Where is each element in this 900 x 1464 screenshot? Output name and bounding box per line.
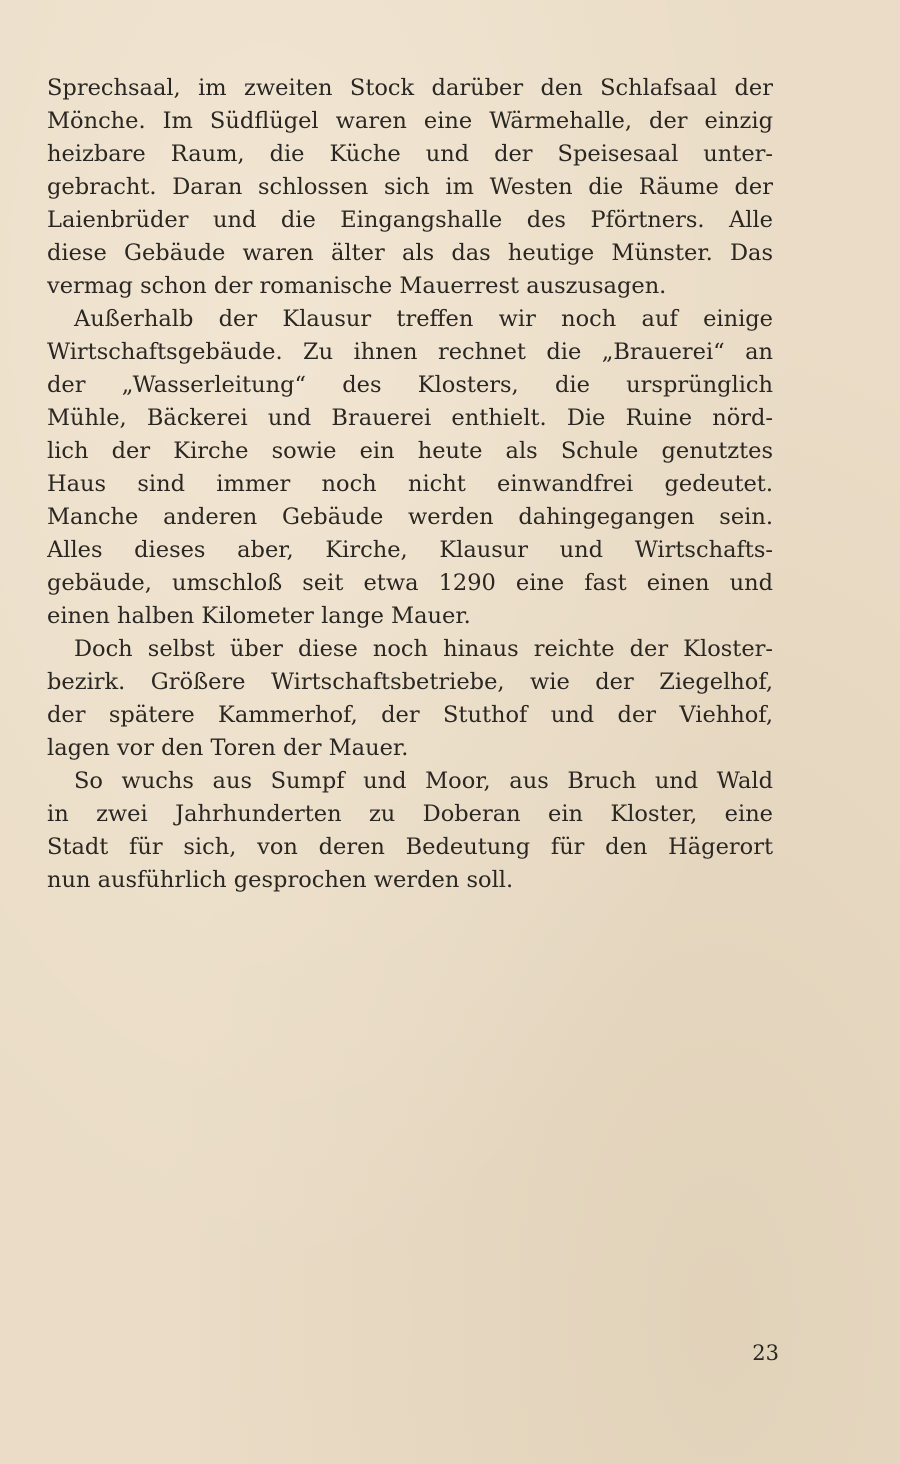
text-line-6: diese Gebäude waren älter als das heutige Münster. Das [47, 240, 773, 266]
text-line-7: vermag schon der romanische Mauerrest auszusagen. [47, 273, 667, 299]
text-line-23: in zwei Jahrhunderten zu Doberan ein Kloster, eine [47, 801, 773, 827]
text-line-19: bezirk. Größere Wirtschaftsbetriebe, wie der Ziegelhof, [47, 669, 773, 695]
text-line-14: Manche anderen Gebäude werden dahingegangen sein. [47, 504, 773, 530]
text-line-2: Mönche. Im Südflügel waren eine Wärmehalle, der einzig [47, 108, 773, 134]
text-line-10: der „Wasserleitung“ des Klosters, die ursprünglich [47, 372, 773, 398]
body-text [47, 72, 773, 897]
text-line-12: lich der Kirche sowie ein heute als Schule genutztes [47, 438, 773, 464]
text-line-4: gebracht. Daran schlossen sich im Westen die Räume der [47, 174, 773, 200]
text-line-1: Sprechsaal, im zweiten Stock darüber den Schlafsaal der [47, 75, 773, 101]
text-line-21: lagen vor den Toren der Mauer. [47, 735, 409, 761]
text-line-11: Mühle, Bäckerei und Brauerei enthielt. Die Ruine nörd- [47, 405, 773, 431]
text-line-3: heizbare Raum, die Küche und der Speisesaal unter- [47, 141, 773, 167]
text-line-16: gebäude, umschloß seit etwa 1290 eine fast einen und [47, 570, 773, 596]
text-line-17: einen halben Kilometer lange Mauer. [47, 603, 471, 629]
text-line-22: So wuchs aus Sumpf und Moor, aus Bruch und Wald [74, 768, 773, 794]
text-line-25: nun ausführlich gesprochen werden soll. [47, 867, 514, 893]
page-number: 23 [752, 1341, 779, 1365]
text-line-20: der spätere Kammerhof, der Stuthof und der Viehhof, [47, 702, 773, 728]
text-line-13: Haus sind immer noch nicht einwandfrei gedeutet. [47, 471, 773, 497]
text-line-24: Stadt für sich, von deren Bedeutung für den Hägerort [47, 834, 773, 860]
text-line-8: Außerhalb der Klausur treffen wir noch auf einige [74, 306, 773, 332]
text-line-5: Laienbrüder und die Eingangshalle des Pförtners. Alle [47, 207, 773, 233]
text-line-15: Alles dieses aber, Kirche, Klausur und Wirtschafts- [47, 537, 773, 563]
text-line-9: Wirtschaftsgebäude. Zu ihnen rechnet die „Brauerei“ an [47, 339, 773, 365]
text-line-18: Doch selbst über diese noch hinaus reichte der Kloster- [74, 636, 773, 662]
